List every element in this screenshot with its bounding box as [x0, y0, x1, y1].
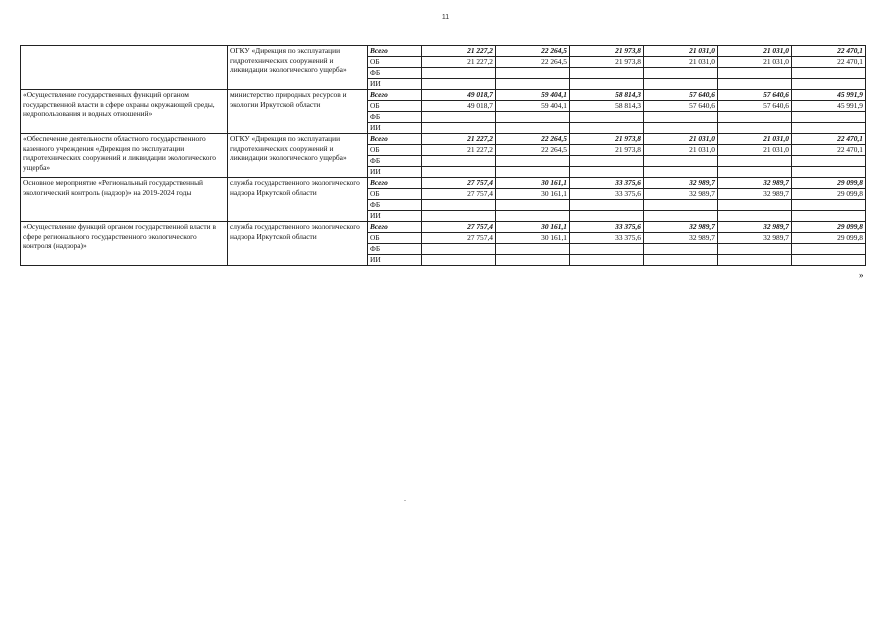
amount-cell: [718, 79, 792, 90]
funding-source-cell: ФБ: [368, 112, 422, 123]
amount-cell: [644, 211, 718, 222]
funding-source-cell: ОБ: [368, 189, 422, 200]
amount-cell: [792, 112, 866, 123]
amount-cell: 59 404,1: [496, 90, 570, 101]
amount-cell: [718, 112, 792, 123]
funding-source-cell: Всего: [368, 134, 422, 145]
funding-source-cell: ФБ: [368, 68, 422, 79]
amount-cell: 21 031,0: [644, 145, 718, 156]
budget-table: [20, 45, 866, 266]
amount-cell: [570, 112, 644, 123]
amount-cell: [792, 156, 866, 167]
amount-cell: [718, 211, 792, 222]
amount-cell: [496, 68, 570, 79]
funding-source-cell: ИИ: [368, 211, 422, 222]
funding-source-cell: ФБ: [368, 244, 422, 255]
amount-cell: [496, 200, 570, 211]
amount-cell: 57 640,6: [718, 90, 792, 101]
amount-cell: [792, 244, 866, 255]
amount-cell: [644, 167, 718, 178]
amount-cell: [496, 79, 570, 90]
amount-cell: [792, 123, 866, 134]
amount-cell: 22 264,5: [496, 46, 570, 57]
event-name-cell: Основное мероприятие «Региональный государственный экологический контроль (надзор)» на 2019-2024 годы: [21, 178, 228, 222]
amount-cell: [644, 79, 718, 90]
funding-source-cell: ОБ: [368, 101, 422, 112]
amount-cell: 29 099,8: [792, 233, 866, 244]
amount-cell: [792, 79, 866, 90]
amount-cell: [496, 156, 570, 167]
amount-cell: [422, 255, 496, 266]
amount-cell: 33 375,6: [570, 233, 644, 244]
table-row: [21, 178, 866, 189]
amount-cell: 22 470,1: [792, 46, 866, 57]
amount-cell: [422, 123, 496, 134]
amount-cell: 21 227,2: [422, 57, 496, 68]
amount-cell: [570, 211, 644, 222]
amount-cell: 27 757,4: [422, 178, 496, 189]
amount-cell: [422, 167, 496, 178]
amount-cell: [422, 244, 496, 255]
amount-cell: [422, 156, 496, 167]
amount-cell: 21 031,0: [718, 145, 792, 156]
amount-cell: [570, 156, 644, 167]
amount-cell: 21 973,8: [570, 134, 644, 145]
closing-quote-mark: »: [859, 270, 864, 280]
amount-cell: 21 031,0: [644, 134, 718, 145]
amount-cell: 29 099,8: [792, 189, 866, 200]
amount-cell: 57 640,6: [644, 90, 718, 101]
funding-source-cell: ФБ: [368, 200, 422, 211]
amount-cell: 29 099,8: [792, 222, 866, 233]
amount-cell: 30 161,1: [496, 189, 570, 200]
amount-cell: 32 989,7: [644, 189, 718, 200]
amount-cell: [570, 244, 644, 255]
amount-cell: 33 375,6: [570, 222, 644, 233]
amount-cell: 21 973,8: [570, 46, 644, 57]
amount-cell: [570, 200, 644, 211]
funding-source-cell: ИИ: [368, 167, 422, 178]
amount-cell: [496, 255, 570, 266]
amount-cell: 22 264,5: [496, 57, 570, 68]
amount-cell: [570, 68, 644, 79]
amount-cell: 33 375,6: [570, 189, 644, 200]
amount-cell: 21 227,2: [422, 134, 496, 145]
funding-source-cell: ИИ: [368, 79, 422, 90]
amount-cell: [718, 68, 792, 79]
amount-cell: 22 264,5: [496, 134, 570, 145]
amount-cell: [718, 244, 792, 255]
table-row: [21, 46, 866, 57]
amount-cell: 59 404,1: [496, 101, 570, 112]
amount-cell: [570, 123, 644, 134]
amount-cell: [718, 167, 792, 178]
amount-cell: [792, 211, 866, 222]
amount-cell: 32 989,7: [718, 178, 792, 189]
executor-cell: министерство природных ресурсов и экологии Иркутской области: [228, 90, 368, 134]
amount-cell: 58 814,3: [570, 90, 644, 101]
funding-source-cell: ИИ: [368, 123, 422, 134]
amount-cell: [496, 167, 570, 178]
amount-cell: [792, 68, 866, 79]
amount-cell: [570, 79, 644, 90]
amount-cell: [644, 68, 718, 79]
amount-cell: 58 814,3: [570, 101, 644, 112]
amount-cell: 29 099,8: [792, 178, 866, 189]
amount-cell: [570, 255, 644, 266]
amount-cell: 33 375,6: [570, 178, 644, 189]
amount-cell: [422, 211, 496, 222]
page-number: 11: [441, 14, 450, 21]
funding-source-cell: Всего: [368, 90, 422, 101]
scan-artifact: [404, 500, 406, 501]
amount-cell: [644, 112, 718, 123]
funding-source-cell: Всего: [368, 222, 422, 233]
amount-cell: 32 989,7: [718, 222, 792, 233]
event-name-cell: «Обеспечение деятельности областного государственного казенного учреждения «Дирекция по эксплуатации гидротехнических сооружений и ликвидации экологического ущерба»: [21, 134, 228, 178]
event-name-cell: [21, 46, 228, 90]
amount-cell: 57 640,6: [644, 101, 718, 112]
amount-cell: 27 757,4: [422, 222, 496, 233]
amount-cell: [792, 200, 866, 211]
amount-cell: 21 031,0: [644, 46, 718, 57]
amount-cell: 21 973,8: [570, 57, 644, 68]
funding-source-cell: ОБ: [368, 145, 422, 156]
amount-cell: [422, 68, 496, 79]
funding-source-cell: ОБ: [368, 233, 422, 244]
funding-source-cell: Всего: [368, 46, 422, 57]
funding-source-cell: ОБ: [368, 57, 422, 68]
table-row: [21, 134, 866, 145]
amount-cell: [422, 200, 496, 211]
amount-cell: [718, 200, 792, 211]
amount-cell: 32 989,7: [644, 178, 718, 189]
amount-cell: [644, 244, 718, 255]
executor-cell: служба государственного экологического надзора Иркутской области: [228, 178, 368, 222]
amount-cell: 22 470,1: [792, 57, 866, 68]
amount-cell: 32 989,7: [644, 233, 718, 244]
amount-cell: [718, 123, 792, 134]
amount-cell: [422, 79, 496, 90]
table-row: [21, 90, 866, 101]
funding-source-cell: ФБ: [368, 156, 422, 167]
amount-cell: 49 018,7: [422, 101, 496, 112]
amount-cell: [496, 123, 570, 134]
amount-cell: [496, 112, 570, 123]
amount-cell: [644, 200, 718, 211]
amount-cell: [644, 123, 718, 134]
amount-cell: [422, 112, 496, 123]
amount-cell: [718, 255, 792, 266]
amount-cell: 32 989,7: [718, 233, 792, 244]
amount-cell: 21 227,2: [422, 145, 496, 156]
amount-cell: [496, 244, 570, 255]
amount-cell: 57 640,6: [718, 101, 792, 112]
amount-cell: 49 018,7: [422, 90, 496, 101]
amount-cell: 21 031,0: [644, 57, 718, 68]
table-body: [21, 46, 866, 266]
amount-cell: [644, 156, 718, 167]
amount-cell: 30 161,1: [496, 233, 570, 244]
amount-cell: 22 470,1: [792, 145, 866, 156]
amount-cell: 32 989,7: [718, 189, 792, 200]
event-name-cell: «Осуществление функций органом государственной власти в сфере регионального государственного экологического контроля (надзора)»: [21, 222, 228, 266]
amount-cell: 27 757,4: [422, 233, 496, 244]
funding-source-cell: Всего: [368, 178, 422, 189]
amount-cell: 21 031,0: [718, 134, 792, 145]
amount-cell: [718, 156, 792, 167]
table-row: [21, 222, 866, 233]
executor-cell: ОГКУ «Дирекция по эксплуатации гидротехнических сооружений и ликвидации экологического ущерба»: [228, 46, 368, 90]
amount-cell: 22 470,1: [792, 134, 866, 145]
amount-cell: [792, 255, 866, 266]
amount-cell: 45 991,9: [792, 90, 866, 101]
amount-cell: 21 031,0: [718, 46, 792, 57]
amount-cell: 32 989,7: [644, 222, 718, 233]
amount-cell: 21 973,8: [570, 145, 644, 156]
amount-cell: 21 031,0: [718, 57, 792, 68]
amount-cell: [792, 167, 866, 178]
amount-cell: 27 757,4: [422, 189, 496, 200]
executor-cell: служба государственного экологического надзора Иркутской области: [228, 222, 368, 266]
amount-cell: [644, 255, 718, 266]
amount-cell: 30 161,1: [496, 178, 570, 189]
amount-cell: 21 227,2: [422, 46, 496, 57]
event-name-cell: «Осуществление государственных функций органом государственной власти в сфере охраны окружающей среды, недропользования и водных отношений»: [21, 90, 228, 134]
amount-cell: 22 264,5: [496, 145, 570, 156]
funding-source-cell: ИИ: [368, 255, 422, 266]
amount-cell: 30 161,1: [496, 222, 570, 233]
amount-cell: [496, 211, 570, 222]
amount-cell: [570, 167, 644, 178]
amount-cell: 45 991,9: [792, 101, 866, 112]
executor-cell: ОГКУ «Дирекция по эксплуатации гидротехнических сооружений и ликвидации экологического ущерба»: [228, 134, 368, 178]
